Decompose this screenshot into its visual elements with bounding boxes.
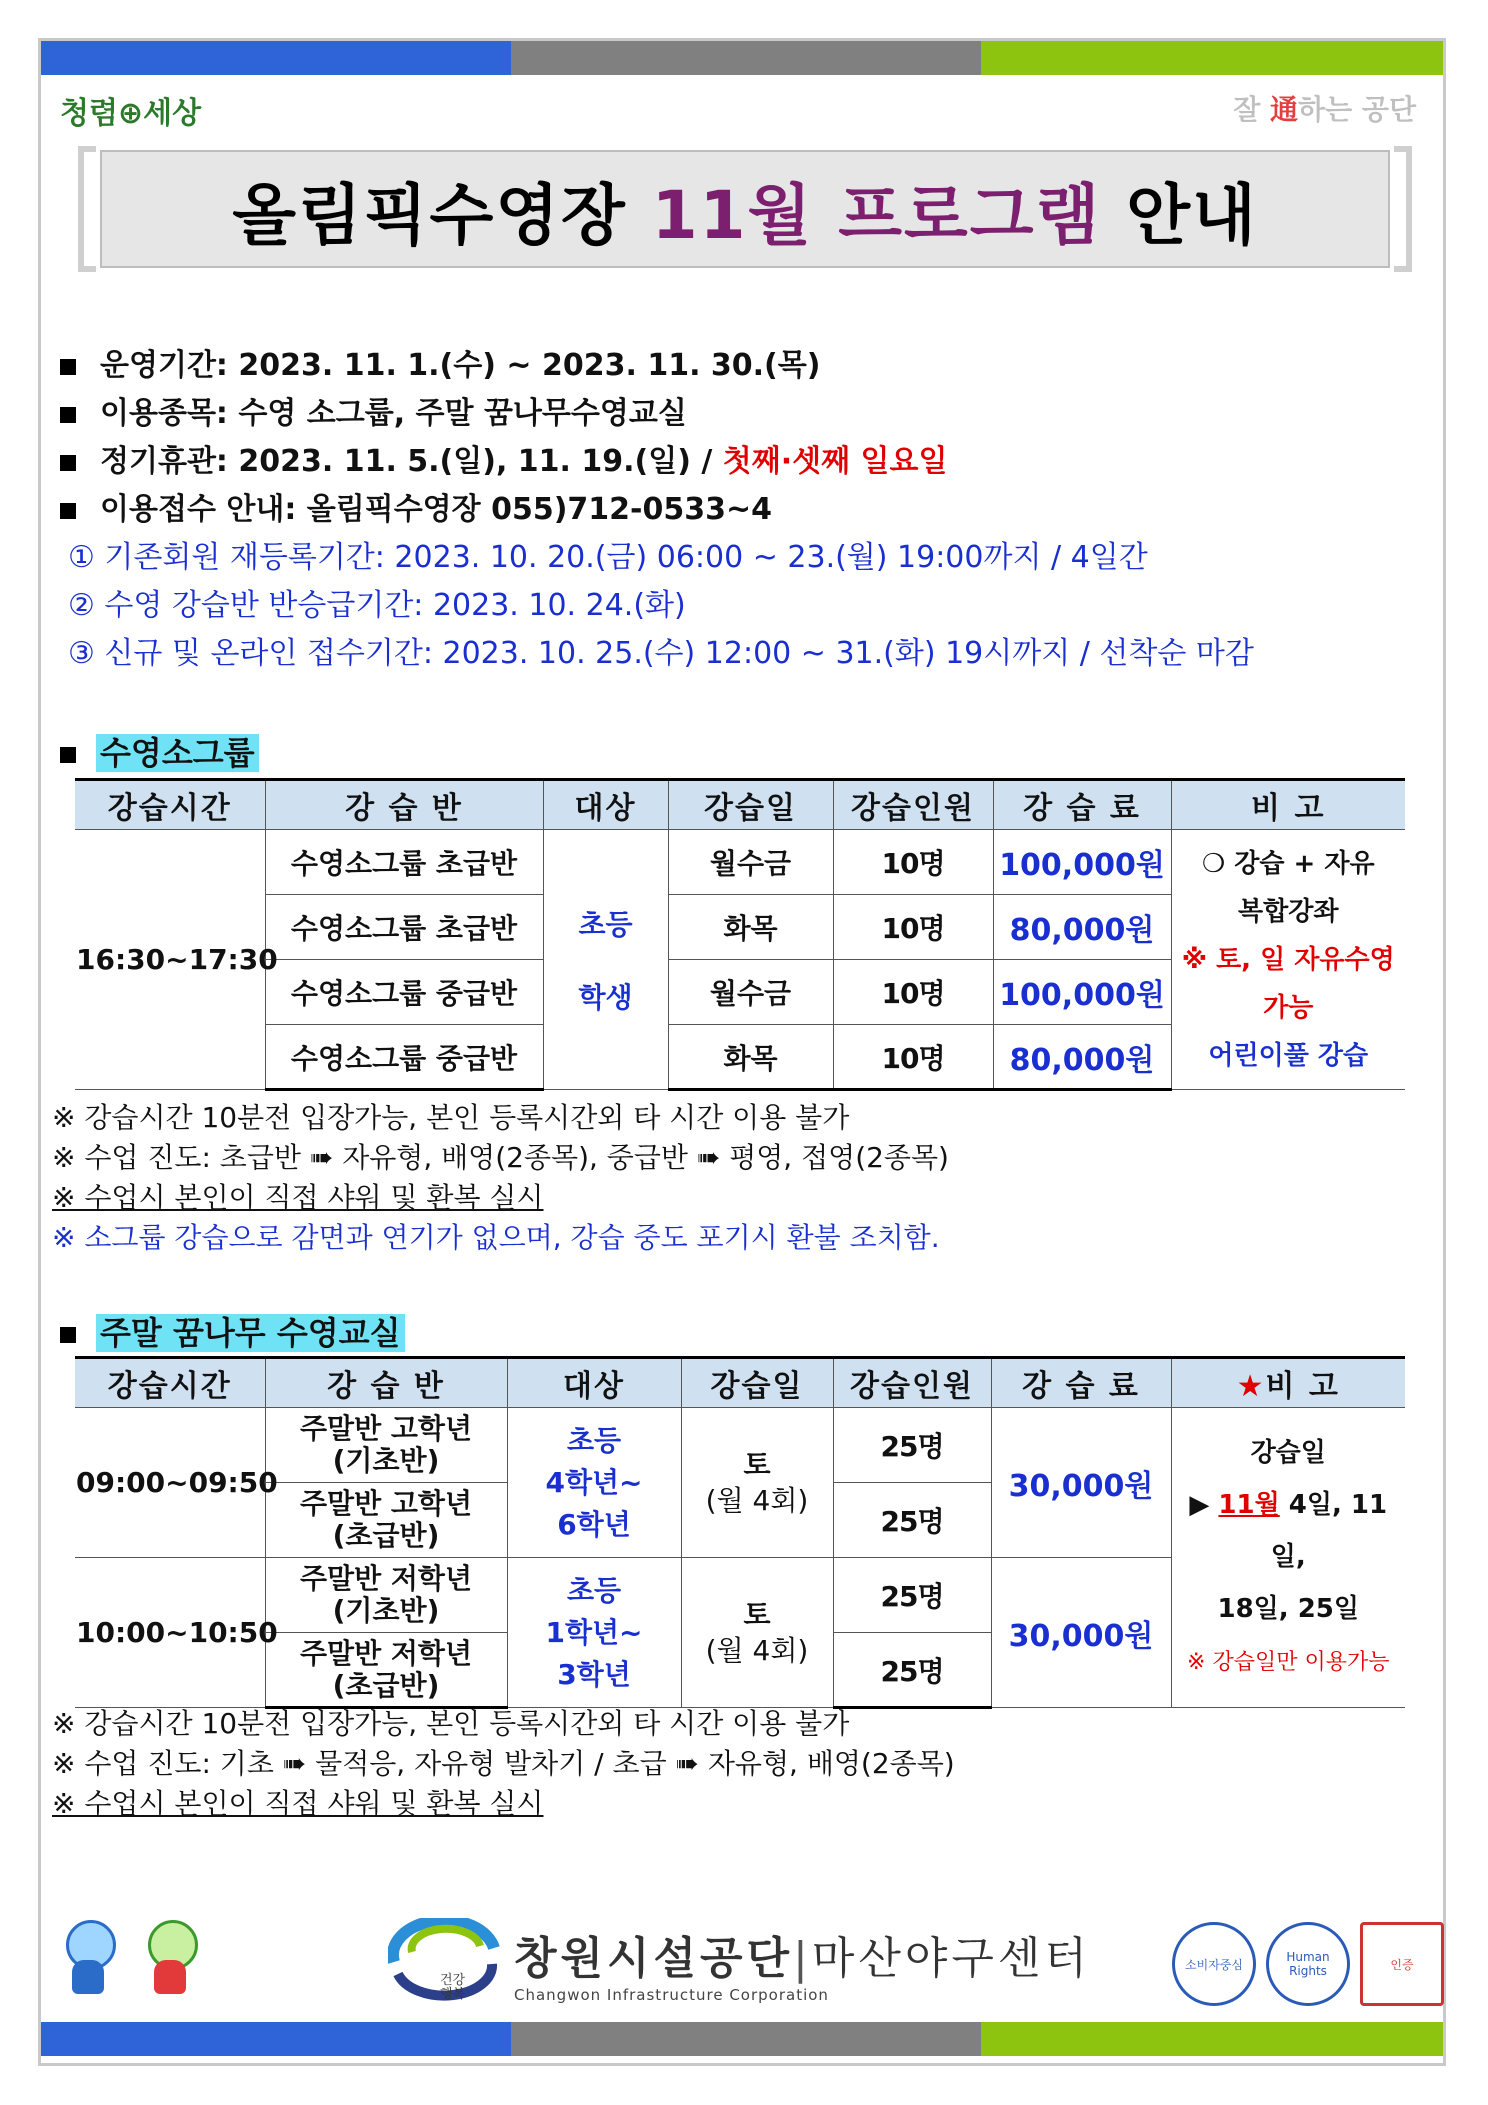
human-rights-badge-icon: Human Rights	[1266, 1922, 1350, 2006]
fee-cell: 30,000원	[991, 1408, 1171, 1558]
capacity-cell: 10명	[833, 1025, 993, 1090]
org-logo: 건강 행복 창원시설공단|마산야구센터 Changwon Infrastructure Corporation	[388, 1918, 1091, 2008]
col-header: 비 고	[1171, 780, 1405, 830]
consumer-badge-icon: 소비자중심	[1172, 1922, 1256, 2006]
capacity-cell: 10명	[833, 830, 993, 895]
fee-cell: 30,000원	[991, 1558, 1171, 1708]
section1-heading: 수영소그룹	[60, 728, 259, 774]
col-header: 강 습 료	[991, 1358, 1171, 1408]
col-header: 강습시간	[75, 780, 265, 830]
logo-slogan: 잘 通하는 공단	[1233, 93, 1416, 126]
section2-heading: 주말 꿈나무 수영교실	[60, 1308, 405, 1354]
days-cell: 화목	[668, 1025, 833, 1090]
class-cell: 수영소그룹 중급반	[265, 1025, 543, 1090]
mascots	[60, 1920, 198, 1998]
mascot-blue-icon	[60, 1920, 116, 1998]
col-header: 대상	[507, 1358, 681, 1408]
info-sub2: ② 수영 강습반 반승급기간: 2023. 10. 24.(화)	[68, 588, 686, 623]
certification-badges	[1172, 1922, 1444, 2006]
fee-cell: 80,000원	[993, 895, 1171, 960]
logo-clean-world: 청렴⊕세상	[60, 96, 202, 131]
class-cell: 수영소그룹 초급반	[265, 895, 543, 960]
fee-cell: 100,000원	[993, 960, 1171, 1025]
days-cell: 월수금	[668, 830, 833, 895]
col-header: 강습인원	[833, 780, 993, 830]
days-cell: 월수금	[668, 960, 833, 1025]
col-header: ★비 고	[1171, 1358, 1405, 1408]
org-name: 창원시설공단	[514, 1933, 794, 1984]
class-cell: 주말반 고학년 (기초반)	[265, 1408, 507, 1483]
section1-note: ※ 강습시간 10분전 입장가능, 본인 등록시간외 타 시간 이용 불가	[52, 1101, 850, 1134]
class-cell: 주말반 저학년 (초급반)	[265, 1633, 507, 1708]
info-contact: 이용접수 안내: 올림픽수영장 055)712-0533~4	[60, 484, 772, 528]
info-sub3: ③ 신규 및 온라인 접수기간: 2023. 10. 25.(수) 12:00 ~ 31.(화) 19시까지 / 선착순 마감	[68, 636, 1254, 671]
fee-cell: 80,000원	[993, 1025, 1171, 1090]
section1-note: ※ 소그룹 강습으로 감면과 연기가 없으며, 강습 중도 포기시 환불 조치함.	[52, 1221, 940, 1254]
col-header: 강습인원	[833, 1358, 991, 1408]
org-emblem-icon: 건강 행복	[388, 1918, 500, 2008]
col-header: 강 습 반	[265, 1358, 507, 1408]
class-cell: 수영소그룹 중급반	[265, 960, 543, 1025]
section2-note: ※ 강습시간 10분전 입장가능, 본인 등록시간외 타 시간 이용 불가	[52, 1707, 850, 1740]
target-cell: 초등 학생	[543, 830, 668, 1090]
remark-cell: 강습일 ▶ 11월 4일, 11일, 18일, 25일 ※ 강습일만 이용가능	[1171, 1408, 1405, 1708]
days-cell: 토 (월 4회)	[681, 1558, 833, 1708]
info-closed: 정기휴관: 2023. 11. 5.(일), 11. 19.(일) / 첫째·셋째 일요일	[60, 436, 947, 480]
capacity-cell: 25명	[833, 1408, 991, 1483]
time-cell: 10:00~10:50	[75, 1558, 265, 1708]
col-header: 강습일	[681, 1358, 833, 1408]
page-title: 올림픽수영장 11월 프로그램 안내	[232, 176, 1258, 254]
org-center: 마산야구센터	[811, 1933, 1091, 1984]
capacity-cell: 25명	[833, 1483, 991, 1558]
col-header: 대상	[543, 780, 668, 830]
class-cell: 주말반 저학년 (기초반)	[265, 1558, 507, 1633]
info-period: 운영기간: 2023. 11. 1.(수) ~ 2023. 11. 30.(목)	[60, 340, 820, 384]
section2-note: ※ 수업시 본인이 직접 샤워 및 환복 실시	[52, 1787, 544, 1820]
col-header: 강습시간	[75, 1358, 265, 1408]
capacity-cell: 25명	[833, 1558, 991, 1633]
time-cell: 16:30~17:30	[75, 830, 265, 1090]
fee-cell: 100,000원	[993, 830, 1171, 895]
cert-badge-icon: 인증	[1360, 1922, 1444, 2006]
info-items: 이용종목: 수영 소그룹, 주말 꿈나무수영교실	[60, 388, 687, 432]
time-cell: 09:00~09:50	[75, 1408, 265, 1558]
days-cell: 화목	[668, 895, 833, 960]
col-header: 강습일	[668, 780, 833, 830]
capacity-cell: 10명	[833, 895, 993, 960]
org-english: Changwon Infrastructure Corporation	[514, 1986, 829, 2004]
title-box	[100, 150, 1390, 268]
col-header: 강 습 반	[265, 780, 543, 830]
section1-note: ※ 수업 진도: 초급반 ➠ 자유형, 배영(2종목), 중급반 ➠ 평영, 접영(2종목)	[52, 1141, 949, 1174]
col-header: 강 습 료	[993, 780, 1171, 830]
capacity-cell: 25명	[833, 1633, 991, 1708]
top-color-bar	[41, 41, 1443, 75]
target-cell: 초등 1학년~ 3학년	[507, 1558, 681, 1708]
section1-note: ※ 수업시 본인이 직접 샤워 및 환복 실시	[52, 1181, 544, 1214]
capacity-cell: 10명	[833, 960, 993, 1025]
remark-cell: ❍ 강습 + 자유 복합강좌 ※ 토, 일 자유수영 가능 어린이풀 강습	[1171, 830, 1405, 1090]
days-cell: 토 (월 4회)	[681, 1408, 833, 1558]
info-sub1: ① 기존회원 재등록기간: 2023. 10. 20.(금) 06:00 ~ 23.(월) 19:00까지 / 4일간	[68, 540, 1148, 575]
section1-table	[75, 778, 1405, 1091]
class-cell: 수영소그룹 초급반	[265, 830, 543, 895]
section2-table	[75, 1356, 1405, 1709]
class-cell: 주말반 고학년 (초급반)	[265, 1483, 507, 1558]
section2-note: ※ 수업 진도: 기초 ➠ 물적응, 자유형 발차기 / 초급 ➠ 자유형, 배영(2종목)	[52, 1747, 955, 1780]
mascot-green-icon	[142, 1920, 198, 1998]
bottom-color-bar	[41, 2022, 1443, 2056]
target-cell: 초등 4학년~ 6학년	[507, 1408, 681, 1558]
